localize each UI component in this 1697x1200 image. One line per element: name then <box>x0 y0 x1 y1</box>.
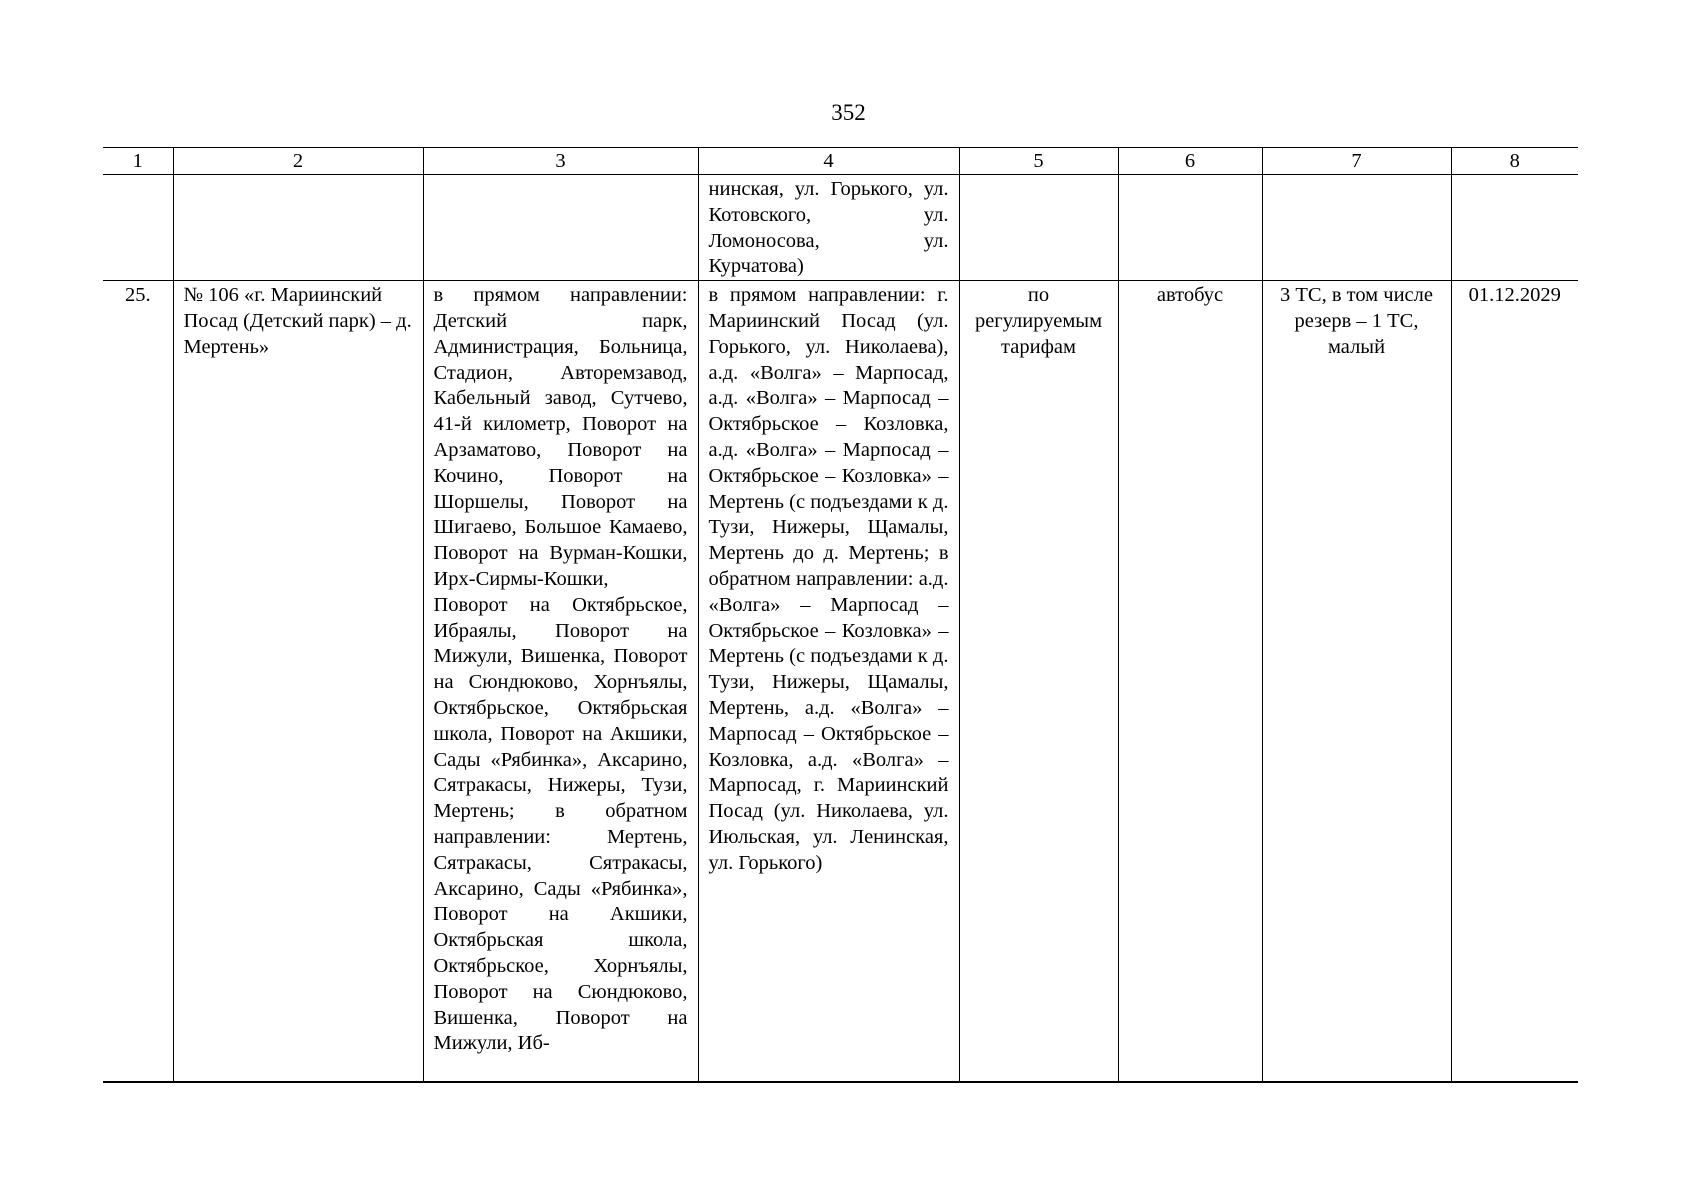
route-table <box>103 147 1578 1083</box>
column-header: 7 <box>1262 148 1451 175</box>
table-header-row <box>103 148 1578 175</box>
column-header: 6 <box>1118 148 1262 175</box>
route-name: № 106 «г. Мариинский Посад (Детский парк) – д. Мертень» <box>183 284 412 358</box>
route-stops: в прямом направлении: Детский парк, Администрация, Больница, Стадион, Авторемзавод, Кабельный завод, Сутчево, 41-й километр, Поворот на Арзаматово, Поворот на Кочино, Поворот на Шоршелы, Поворот на Шигаево, Большое Камаево, Поворот на Вурман-Кошки, Ирх-Сирмы-Кошки, Поворот на Октябрьское, Ибраялы, Поворот на Мижули, Вишенка, Поворот на Сюндюково, Хорнъялы, Октябрьское, Октябрьская школа, Поворот на Акшики, Сады «Рябинка», Аксарино, Сятракасы, Нижеры, Тузи, Мертень; в обратном направлении: Мертень, Сятракасы, Сятракасы, Аксарино, Сады «Рябинка», Поворот на Акшики, Октябрьская школа, Октябрьское, Хорнъялы, Поворот на Сюндюково, Вишенка, Поворот на Мижули, Иб- <box>433 284 688 1055</box>
row-number: 25. <box>124 284 151 307</box>
column-header: 1 <box>103 148 173 175</box>
column-header: 4 <box>698 148 959 175</box>
table-row <box>103 281 1578 1083</box>
column-header: 5 <box>959 148 1118 175</box>
page-number: 352 <box>831 100 866 125</box>
continuation-streets: нинская, ул. Горького, ул. Котовского, ул. Ломоносова, ул. Курчатова) <box>708 178 949 278</box>
start-date: 01.12.2029 <box>1468 284 1561 307</box>
column-header: 2 <box>173 148 423 175</box>
column-header: 8 <box>1451 148 1578 175</box>
column-header: 3 <box>423 148 698 175</box>
vehicle-type: автобус <box>1156 284 1224 307</box>
route-streets: в прямом направлении: г. Мариинский Посад (ул. Горького, ул. Николаева), а.д. «Волга» – Марпосад, а.д. «Волга» – Марпосад – Октябрьское – Козловка, а.д. «Волга» – Марпосад – Октябрьское – Козловка» – Мертень (с подъездами к д. Тузи, Нижеры, Щамалы, Мертень до д. Мертень; в обратном направлении: а.д. «Волга» – Марпосад – Октябрьское – Козловка» – Мертень (с подъездами к д. Тузи, Нижеры, Щамалы, Мертень, а.д. «Волга» – Марпосад – Октябрьское – Козловка, а.д. «Волга» – Марпосад, г. Мариинский Посад (ул. Николаева, ул. Июльская, ул. Ленинская, ул. Горького) <box>708 284 949 874</box>
vehicle-count: 3 ТС, в том числе резерв – 1 ТС, малый <box>1280 284 1433 358</box>
tariff-type: по регулируемым тарифам <box>974 284 1103 358</box>
continuation-row <box>103 175 1578 281</box>
